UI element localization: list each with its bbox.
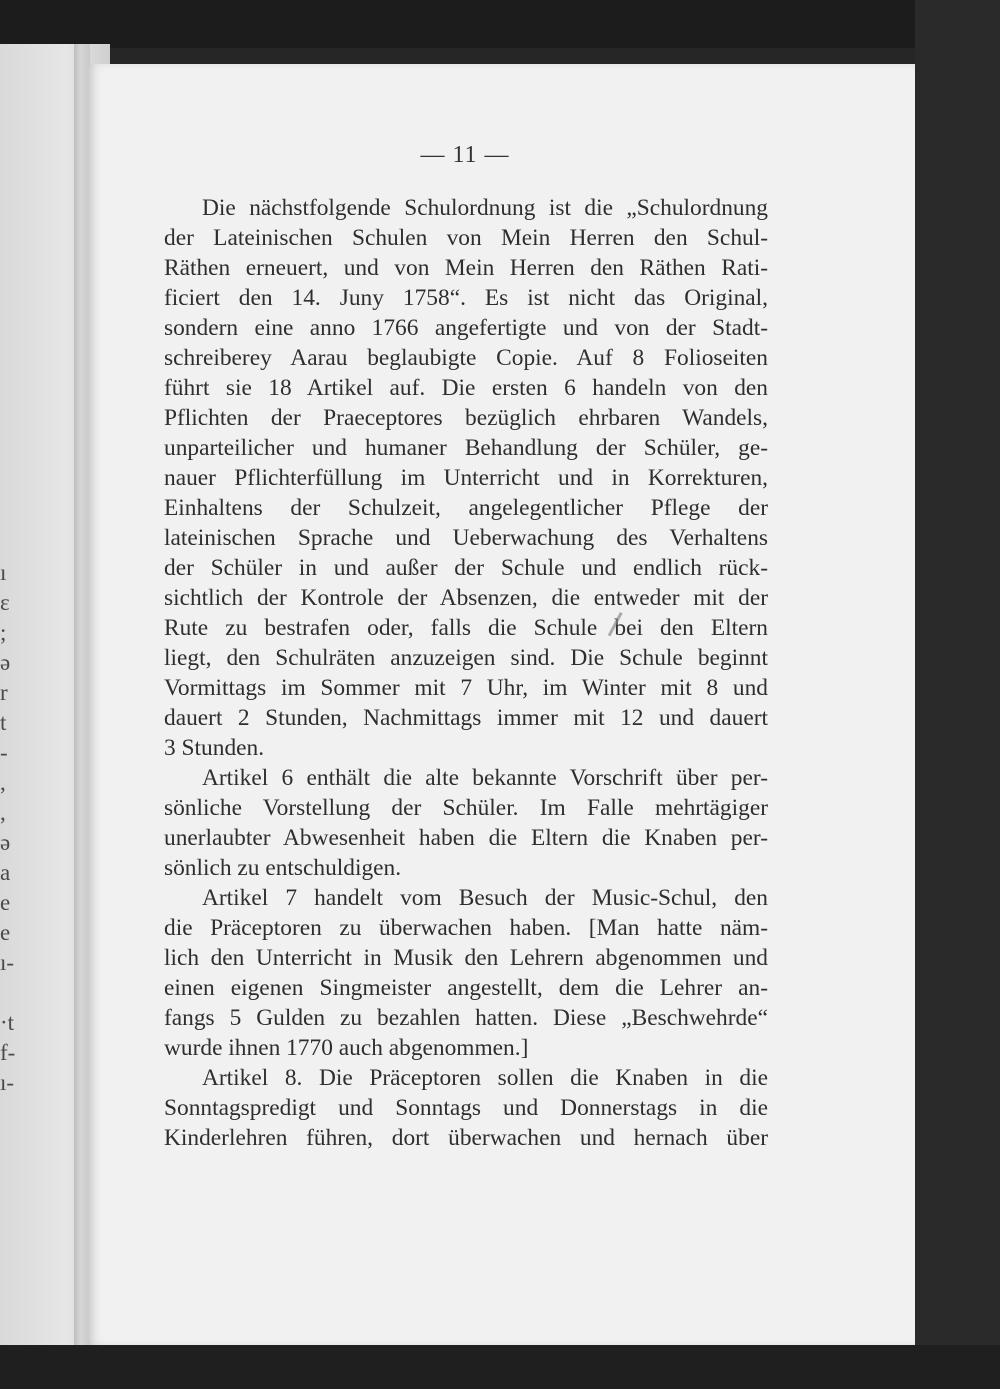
text-line: die Präceptoren zu überwachen haben. [Man hatte näm- [164,915,768,941]
text-line: der Lateinischen Schulen von Mein Herren den Schul- [164,225,768,251]
left-fragment: ə [0,650,11,675]
text-line: 3 Stunden. [164,735,265,761]
left-fragment: r [0,680,8,705]
text-line: lich den Unterricht in Musik den Lehrern abgenommen und [164,945,768,971]
text-line: liegt, den Schulräten anzuzeigen sind. Die Schule beginnt [164,645,768,671]
text-line: Die nächstfolgende Schulordnung ist die „Schulordnung [202,195,768,221]
text-line: lateinischen Sprache und Ueberwachung des Verhaltens [164,525,768,551]
left-fragment: ə [0,830,11,855]
left-fragment: ı- [0,1070,15,1095]
text-line: dauert 2 Stunden, Nachmittags immer mit 12 und dauert [164,705,768,731]
text-line: sönliche Vorstellung der Schüler. Im Falle mehrtägiger [164,795,768,821]
text-line: Artikel 6 enthält die alte bekannte Vorschrift über per- [202,765,768,791]
text-line: Rute zu bestrafen oder, falls die Schule bei den Eltern [164,615,768,641]
left-fragment: ɛ [0,590,10,615]
left-fragment: ı- [0,950,15,975]
scan-background-right [915,0,1000,1389]
scan-background-top [0,0,1000,48]
text-line: Sonntagspredigt und Sonntags und Donnerstags in die [164,1095,768,1121]
text-line: der Schüler in und außer der Schule und endlich rück- [164,555,768,581]
left-fragment: ; [0,620,7,645]
left-fragment: ı [0,560,7,585]
text-line: Pflichten der Praeceptores bezüglich ehrbaren Wandels, [164,405,768,431]
body-text [164,193,768,1153]
text-line: wurde ihnen 1770 auch abgenommen.] [164,1035,529,1061]
text-line: Kinderlehren führen, dort überwachen und hernach über [164,1125,768,1151]
left-fragment: a [0,860,11,885]
page-number: — 11 — [420,142,510,168]
text-line: Räthen erneuert, und von Mein Herren den Räthen Rati- [164,255,768,281]
left-fragment: ·t [0,1010,15,1035]
scan-background-bottom [0,1345,1000,1389]
text-line: ficiert den 14. Juny 1758“. Es ist nicht das Original, [164,285,768,311]
text-line: Artikel 7 handelt vom Besuch der Music-Schul, den [202,885,768,911]
text-line: unparteilicher und humaner Behandlung der Schüler, ge- [164,435,768,461]
text-line: nauer Pflichterfüllung im Unterricht und in Korrekturen, [164,465,768,491]
left-fragment: e [0,920,11,945]
left-fragment: t [0,710,7,735]
text-line: unerlaubter Abwesenheit haben die Eltern die Knaben per- [164,825,768,851]
text-line: Vormittags im Sommer mit 7 Uhr, im Winter mit 8 und [164,675,768,701]
left-fragment: - [0,740,8,765]
text-line: Einhaltens der Schulzeit, angelegentlicher Pflege der [164,495,768,521]
text-line: Artikel 8. Die Präceptoren sollen die Knaben in die [202,1065,768,1091]
text-line: schreiberey Aarau beglaubigte Copie. Auf 8 Folioseiten [164,345,768,371]
left-fragment: , [0,800,6,825]
left-fragment: , [0,770,6,795]
text-line: sönlich zu entschuldigen. [164,855,402,881]
text-line: sichtlich der Kontrole der Absenzen, die entweder mit der [164,585,768,611]
left-fragment: e [0,890,11,915]
left-fragment: f- [0,1040,16,1065]
text-line: sondern eine anno 1766 angefertigte und von der Stadt- [164,315,768,341]
text-line: führt sie 18 Artikel auf. Die ersten 6 handeln von den [164,375,768,401]
text-line: einen eigenen Singmeister angestellt, dem die Lehrer an- [164,975,768,1001]
text-line: fangs 5 Gulden zu bezahlen hatten. Diese „Beschwehrde“ [164,1005,768,1031]
